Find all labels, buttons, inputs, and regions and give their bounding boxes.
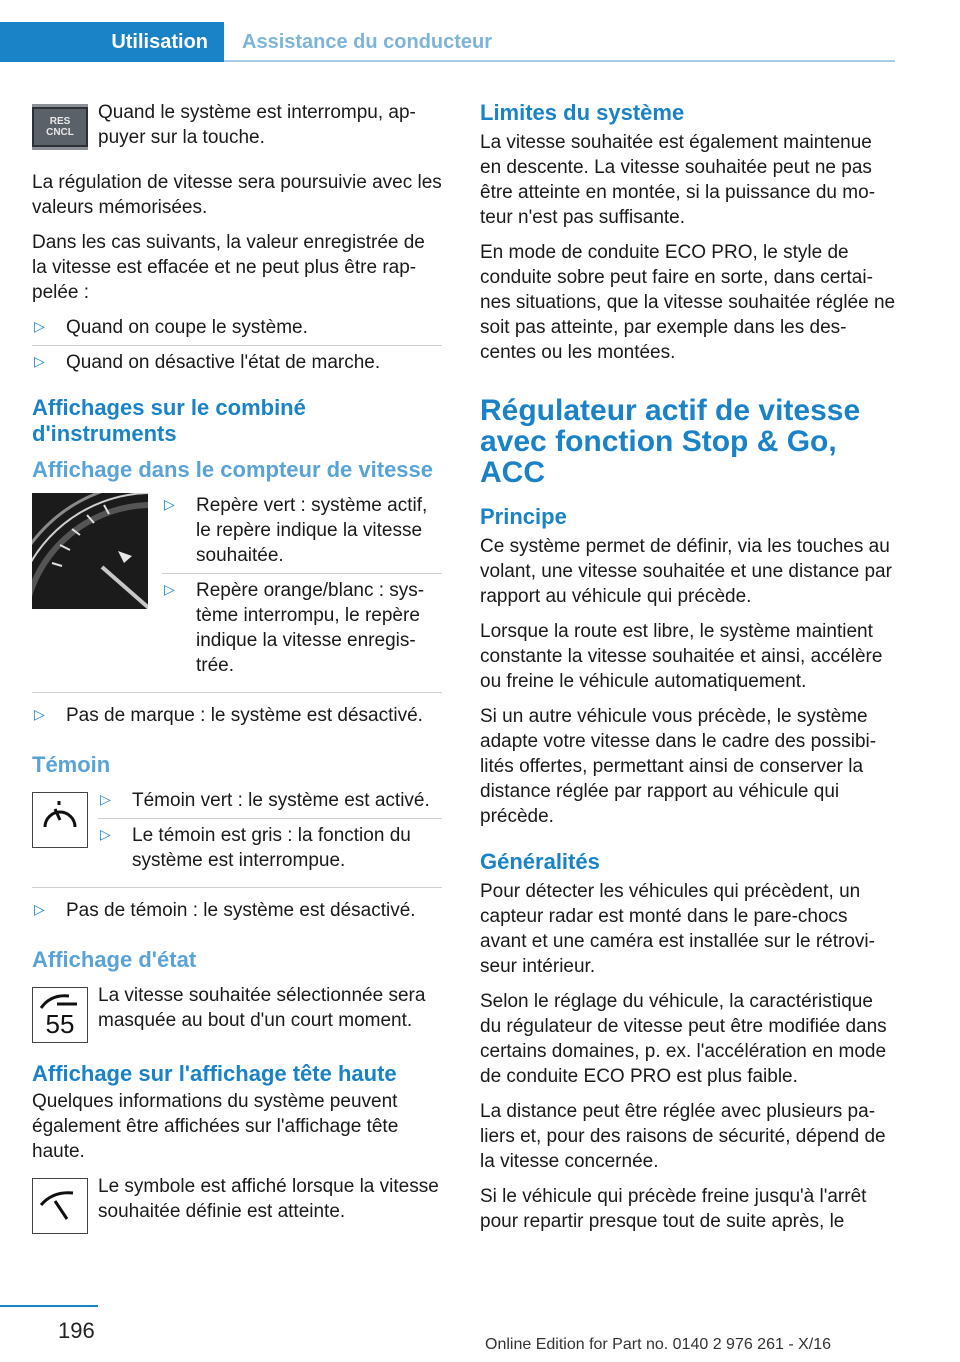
triangle-bullet-icon: ▷ — [34, 318, 45, 334]
heading-limites: Limites du système — [480, 100, 685, 125]
triangle-bullet-icon: ▷ — [34, 353, 45, 369]
triangle-bullet-icon: ▷ — [34, 901, 45, 917]
list-item: ▷ Repère vert : système actif, le repère indique la vitesse souhaitée. — [162, 493, 442, 568]
temoin-list — [98, 788, 442, 883]
etat-row — [32, 983, 442, 1043]
heading-etat: Affichage d'état — [32, 947, 197, 972]
res-label: RES — [49, 116, 71, 127]
heading-tete-haute: Affichage sur l'affichage tête haute — [32, 1061, 397, 1086]
para-erase: Dans les cas suivants, la valeur enregistrée de la vitesse est effacée et ne peut plus être rappelée : — [32, 232, 425, 303]
generalites-para-2: Selon le réglage du véhicule, la caractéristique du régulateur de vitesse peut être modifiée dans certains domaines, p. ex. l'accélération en mode de conduite ECO PRO est plus faible. — [480, 991, 887, 1087]
gauge-row — [32, 493, 442, 688]
para-resume: La régulation de vitesse sera poursuivie avec les valeurs mémorisées. — [32, 172, 442, 218]
list-item: ▷ Témoin vert : le système est activé. — [98, 788, 442, 813]
heading-temoin: Témoin — [32, 752, 111, 777]
res-cncl-button-image — [32, 104, 88, 150]
heading-compteur: Affichage dans le compteur de vitesse — [32, 457, 434, 482]
gauge-list-full — [32, 703, 442, 728]
left-column — [32, 100, 442, 1244]
page-header — [0, 22, 895, 62]
list-item: ▷ Repère orange/blanc : système interrompu, le repère indique la vitesse enregistrée. — [162, 578, 442, 678]
temoin-list-full — [32, 898, 442, 923]
speed-status-icon — [32, 987, 88, 1043]
res-cncl-row — [32, 100, 442, 160]
cruise-indicator-icon — [32, 792, 88, 848]
heading-generalites: Généralités — [480, 849, 600, 874]
generalites-para-1: Pour détecter les véhicules qui précèdent, un capteur radar est monté dans le pare-chocs avant et une caméra est installée sur le rétroviseur intérieur. — [480, 881, 875, 977]
list-item: ▷ Quand on coupe le système. — [32, 315, 442, 340]
heading-principe: Principe — [480, 504, 567, 529]
tete-icon-text: Le symbole est affiché lorsque la vitesse souhaitée définie est atteinte. — [98, 1176, 439, 1222]
triangle-bullet-icon: ▷ — [164, 496, 175, 512]
generalites-para-4: Si le véhicule qui précède freine jusqu'à l'arrêt pour repartir presque tout de suite après, le — [480, 1186, 867, 1232]
principe-para-2: Lorsque la route est libre, le système maintient constante la vitesse souhaitée et ainsi, accélère ou freine le véhicule automatiquement. — [480, 621, 883, 692]
res-cncl-text: Quand le système est interrompu, appuyer sur la touche. — [98, 102, 416, 148]
temoin-row — [32, 788, 442, 883]
list-item: ▷ Le témoin est gris : la fonction du système est interrompue. — [98, 823, 442, 873]
speedometer-gauge-image — [32, 493, 148, 609]
section-tab-assistance[interactable]: Assistance du conducteur — [242, 31, 493, 53]
triangle-bullet-icon: ▷ — [100, 791, 111, 807]
triangle-bullet-icon: ▷ — [164, 581, 175, 597]
generalites-para-3: La distance peut être réglée avec plusieurs paliers et, pour des raisons de sécurité, dépend de la vitesse concernée. — [480, 1101, 886, 1172]
erase-list — [32, 315, 442, 375]
principe-para-1: Ce système permet de définir, via les touches au volant, une vitesse souhaitée et une distance par rapport au véhicule qui précède. — [480, 536, 892, 607]
right-column — [480, 100, 896, 1244]
speed-status-number: 55 — [45, 1009, 75, 1039]
hud-speed-reached-icon — [32, 1178, 88, 1234]
footer-rule — [0, 1305, 98, 1307]
page-number: 196 — [58, 1318, 95, 1343]
tete-row — [32, 1174, 442, 1234]
gauge-list — [162, 493, 442, 688]
limites-para-1: La vitesse souhaitée est également maintenue en descente. La vitesse souhaitée peut ne pas être atteinte en montée, si la puissance du moteur n'est pas suffisante. — [480, 132, 876, 228]
list-item: ▷ Pas de témoin : le système est désactivé. — [32, 898, 442, 923]
limites-para-2: En mode de conduite ECO PRO, le style de conduite sobre peut faire en sorte, dans certaines situations, que la vitesse souhaitée réglée ne soit pas atteinte, par exemple dans les descentes ou les montées. — [480, 242, 896, 363]
heading-affichages: Affichages sur le combiné d'instruments — [32, 395, 306, 446]
header-rule — [224, 60, 895, 62]
list-item: ▷ Quand on désactive l'état de marche. — [32, 350, 442, 375]
tete-para: Quelques informations du système peuvent également être affichées sur l'affichage tête haute. — [32, 1091, 399, 1162]
heading-acc: Régulateur actif de vitesse avec fonction Stop & Go, ACC — [480, 394, 861, 489]
principe-para-3: Si un autre véhicule vous précède, le système adapte votre vitesse dans le cadre des possibilités offertes, permettant ainsi de conserver la distance réglée par rapport au véhicule qui précède. — [480, 706, 877, 827]
res-cncl-icon — [32, 107, 88, 147]
etat-text: La vitesse souhaitée sélectionnée sera masquée au bout d'un court moment. — [98, 985, 426, 1031]
edition-text: Online Edition for Part no. 0140 2 976 261 - X/16 — [485, 1336, 832, 1353]
section-tab-utilisation[interactable]: Utilisation — [0, 22, 224, 62]
cncl-label: CNCL — [46, 127, 74, 138]
list-item: ▷ Pas de marque : le système est désactivé. — [32, 703, 442, 728]
triangle-bullet-icon: ▷ — [34, 706, 45, 722]
triangle-bullet-icon: ▷ — [100, 826, 111, 842]
